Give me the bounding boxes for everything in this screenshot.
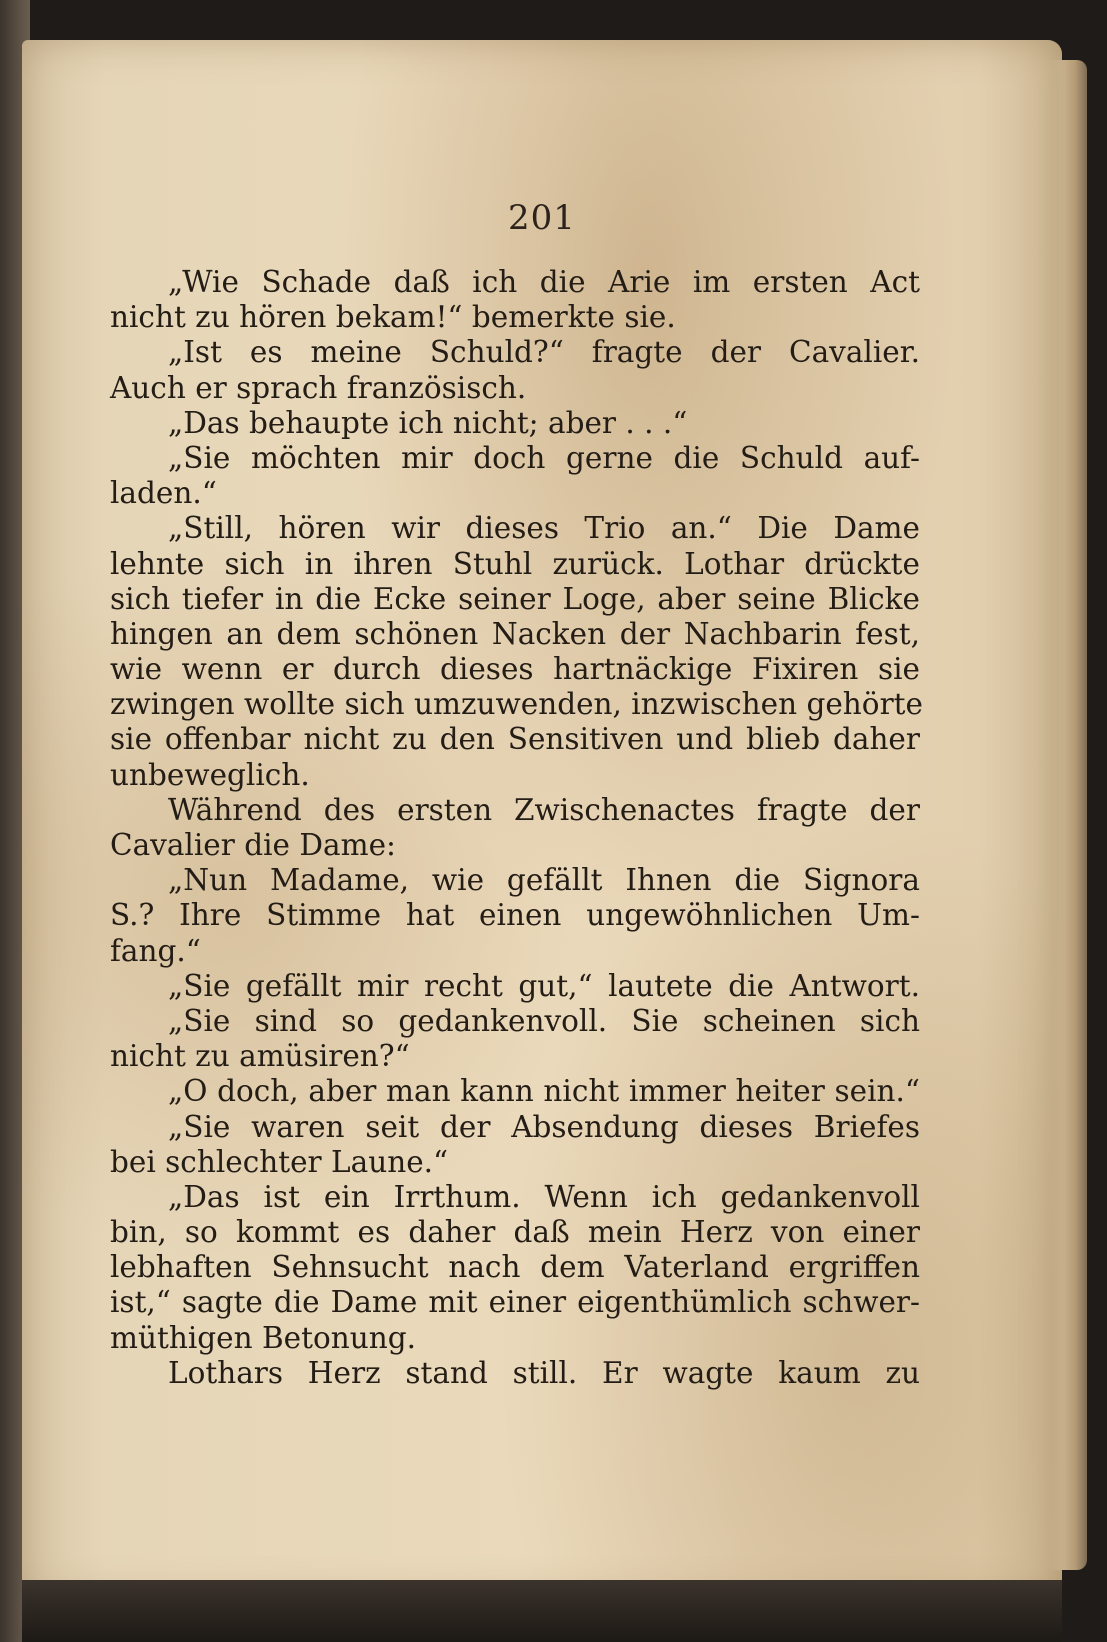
text-line: laden.“ [110, 476, 217, 511]
text-line: „O doch, aber man kann nicht immer heiter sein.“ [168, 1074, 920, 1109]
text-line: nicht zu hören bekam!“ bemerkte sie. [110, 300, 676, 335]
page-number: 201 [508, 198, 576, 238]
text-line: „Still, hören wir dieses Trio an.“ Die Dame [168, 511, 920, 546]
text-line: müthigen Betonung. [110, 1320, 416, 1355]
text-line: sich tiefer in die Ecke seiner Loge, aber seine Blicke [110, 581, 920, 616]
book-page [22, 40, 1062, 1600]
text-line: wie wenn er durch dieses hartnäckige Fixiren sie [110, 652, 920, 687]
text-line: „Sie waren seit der Absendung dieses Briefes [168, 1109, 920, 1144]
text-line: „Sie sind so gedankenvoll. Sie scheinen sich [168, 1003, 920, 1038]
text-line: Lothars Herz stand still. Er wagte kaum zu [168, 1355, 920, 1390]
text-line: „Das ist ein Irrthum. Wenn ich gedankenvoll [168, 1179, 920, 1214]
book-bottom-edge [22, 1580, 1062, 1642]
text-line: ist,“ sagte die Dame mit einer eigenthümlich schwer- [110, 1285, 920, 1320]
text-line: lehnte sich in ihren Stuhl zurück. Lothar drückte [110, 546, 920, 581]
page-stack-edge [1047, 60, 1087, 1570]
text-line: „Sie gefällt mir recht gut,“ lautete die Antwort. [168, 968, 920, 1003]
text-line: zwingen wollte sich umzuwenden, inzwischen gehörte [110, 687, 923, 722]
text-line: „Nun Madame, wie gefällt Ihnen die Signora [168, 863, 920, 898]
text-line: „Wie Schade daß ich die Arie im ersten Act [168, 265, 920, 299]
text-line: lebhaften Sehnsucht nach dem Vaterland ergriffen [110, 1250, 920, 1285]
text-line: „Sie möchten mir doch gerne die Schuld auf- [168, 440, 920, 475]
text-line: nicht zu amüsiren?“ [110, 1039, 410, 1074]
text-line: bei schlechter Laune.“ [110, 1144, 449, 1179]
text-line: Cavalier die Dame: [110, 828, 396, 862]
text-line: unbeweglich. [110, 757, 310, 792]
text-line: Während des ersten Zwischenactes fragte der [168, 792, 920, 827]
text-line: S.? Ihre Stimme hat einen ungewöhnlichen Um- [110, 898, 920, 933]
text-line: „Das behaupte ich nicht; aber . . .“ [168, 405, 688, 440]
text-line: „Ist es meine Schuld?“ fragte der Cavalier. [168, 335, 920, 370]
text-line: sie offenbar nicht zu den Sensitiven und blieb daher [110, 722, 920, 757]
page-text-block [110, 265, 923, 1391]
text-line: hingen an dem schönen Nacken der Nachbarin fest, [110, 616, 920, 651]
text-line: bin, so kommt es daher daß mein Herz von einer [110, 1215, 920, 1250]
text-line: Auch er sprach französisch. [110, 370, 527, 405]
text-line: fang.“ [110, 933, 201, 968]
